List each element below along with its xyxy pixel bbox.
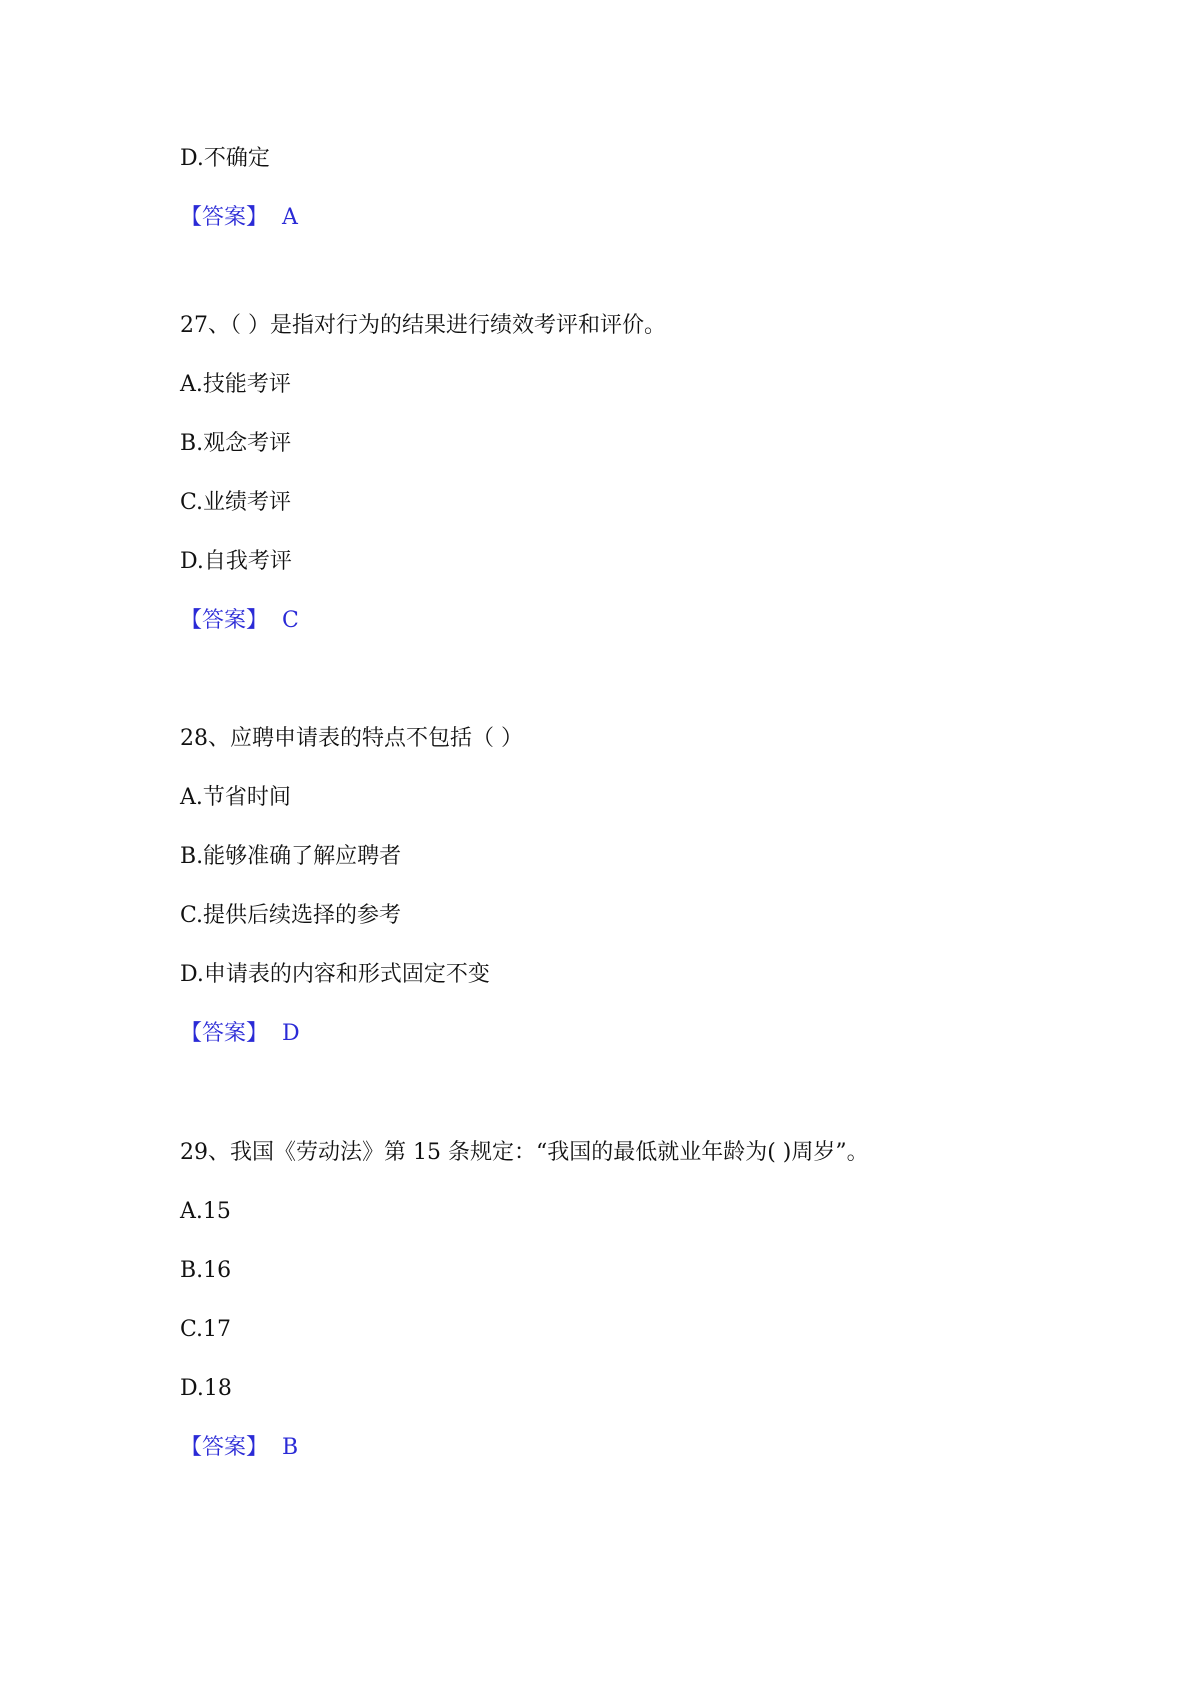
option-d: D.不确定 <box>180 146 270 171</box>
answer-line <box>180 606 299 636</box>
answer-label: 【答案】 <box>180 608 269 633</box>
option-b: B.能够准确了解应聘者 <box>180 844 402 869</box>
option-a: A.技能考评 <box>180 372 291 397</box>
option-a: A.15 <box>180 1199 231 1224</box>
answer-label: 【答案】 <box>180 1435 269 1460</box>
answer-label: 【答案】 <box>180 205 269 230</box>
answer-value: B <box>282 1435 299 1460</box>
option-c: C.17 <box>180 1317 232 1342</box>
answer-value: D <box>282 1021 300 1046</box>
option-a: A.节省时间 <box>180 785 291 810</box>
option-c: C.提供后续选择的参考 <box>180 903 402 928</box>
answer-line <box>180 1019 300 1049</box>
answer-line <box>180 1433 298 1463</box>
question-stem: 29、我国《劳动法》第 15 条规定：“我国的最低就业年龄为( )周岁”。 <box>180 1140 869 1165</box>
option-d: D.申请表的内容和形式固定不变 <box>180 962 490 987</box>
option-b: B.16 <box>180 1258 232 1283</box>
option-d: D.自我考评 <box>180 549 292 574</box>
option-d: D.18 <box>180 1376 232 1401</box>
answer-label: 【答案】 <box>180 1021 269 1046</box>
answer-value: A <box>282 205 298 230</box>
answer-line <box>180 203 298 233</box>
option-b: B.观念考评 <box>180 431 292 456</box>
option-c: C.业绩考评 <box>180 490 292 515</box>
question-stem: 28、应聘申请表的特点不包括（ ） <box>180 726 523 751</box>
answer-value: C <box>282 608 299 633</box>
question-stem: 27、（ ）是指对行为的结果进行绩效考评和评价。 <box>180 313 666 338</box>
